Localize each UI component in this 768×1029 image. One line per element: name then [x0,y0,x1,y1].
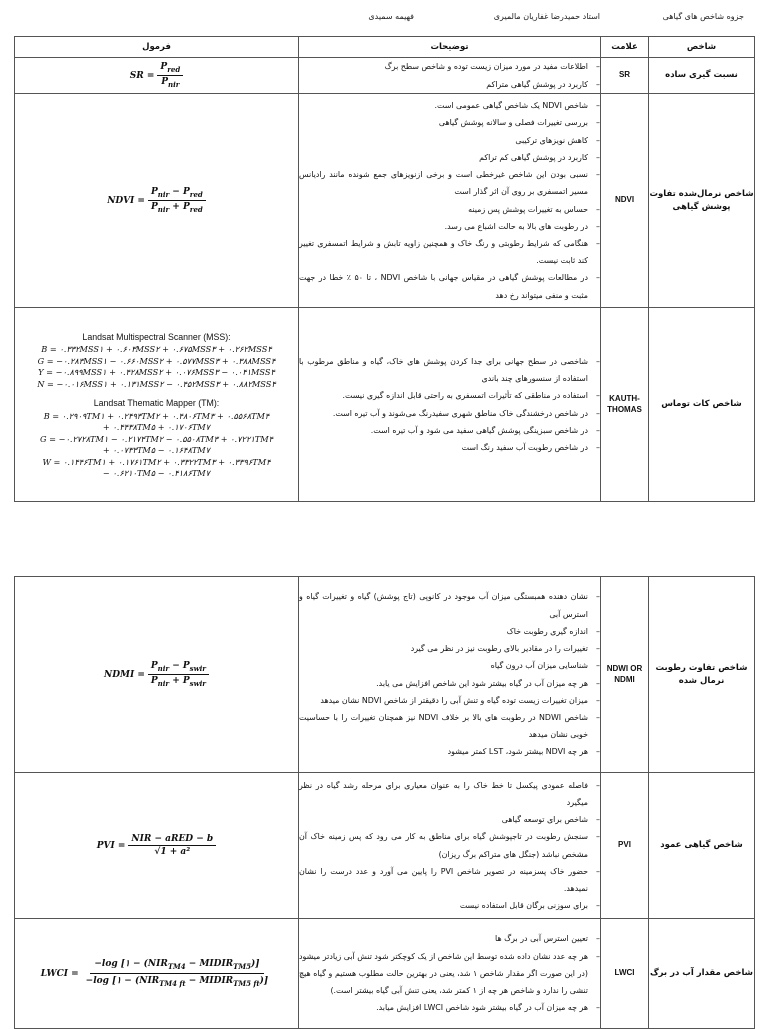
formula-lhs: PVI = [96,840,126,851]
equation-line: N = −۰.۰۱۶MSS۱ + ۰.۱۳۱MSS۲ − ۰.۴۵۲MSS۳ + ۰.۸۸۲MSS۴ [37,378,276,389]
index-abbr: LWCI [601,919,649,1029]
description-bullet: – در مطالعات پوشش گیاهی در مقیاس جهانی با شاخص NDVI ، تا ۵۰ ٪ خطا در جهت مثبت و منفی میتواند رخ دهد [299,269,588,303]
description-bullet: – شاخص برای توسعه گیاهی [299,811,588,828]
table-header-row [15,37,755,58]
description-bullet: – حضور خاک پسزمینه در تصویر شاخص PVI را پایین می آورد و عدد درست را نشان نمیدهد. [299,863,588,897]
description-bullet: – در شاخص درخشندگی خاک مناطق شهری سفیدرنگ می‌شوند و آب تیره است. [299,405,588,422]
mss-title: Landsat Multispectral Scanner (MSS): [82,331,231,342]
table-row-ndmi [15,577,755,773]
indices-table-part-2 [14,576,755,1029]
equation-line: B = ۰.۳۳۲MSS۱ + ۰.۶۰۳MSS۲ + ۰.۶۷۵MSS۳ + ۰.۲۶۲MSS۴ [41,344,272,354]
teacher-name: استاد حمیدرضا غفاریان مالمیری [493,12,600,21]
equation-line: G = −۰.۲۸۳MSS۱ − ۰.۶۶۰MSS۲ + ۰.۵۷۷MSS۳ + ۰.۳۸۸MSS۴ [37,355,276,366]
description-bullet: – فاصله عمودی پیکسل تا خط خاک را به عنوان معیاری برای مرحله رشد گیاه در نظر میگیرد [299,777,588,811]
index-formula [15,94,299,308]
description-bullet: – کاربرد در پوشش گیاهی کم تراکم [299,149,588,166]
denominator-sub: nir [157,204,170,214]
description-list [299,97,600,303]
numerator-op: − P [169,187,190,198]
equation-line: W = ۰.۱۴۴۶TM۱ + ۰.۱۷۶۱TM۲ + ۰.۳۳۲۲TM۳ + ۰.۳۳۹۶TM۴ [42,456,271,467]
index-description [299,577,601,773]
description-bullet: – تعیین استرس آبی در برگ ها [299,930,588,947]
description-bullet: – شاخص NDWI در رطوبت های بالا بر خلاف NDVI نیز همچنان تغییرات را با حساسیت خوبی نشان میدهد [299,709,588,743]
description-bullet: – در شاخص سبزینگی پوشش گیاهی سفید می شود و آب تیره است. [299,422,588,439]
description-bullet: – شاخصی در سطح جهانی برای جدا کردن پوشش های خاک، گیاه و مناطق مرطوب با استفاده از سنسورهای چند باندی [299,353,588,387]
column-header-name: شاخص [649,37,755,58]
indices-table-part-1 [14,36,755,502]
index-abbr: SR [601,58,649,94]
denominator: P [150,202,158,212]
description-list [299,588,600,760]
numerator: −log [۱ − (NIR [94,959,168,970]
table-row-kauth-thomas [15,308,755,502]
index-description [299,773,601,919]
description-bullet: – هر چه میزان آب در گیاه بیشتر شود شاخص LWCI افزایش میابد. [299,999,588,1016]
index-abbr: NDVI [601,94,649,308]
description-bullet: – اندازه گیری رطوبت خاک [299,623,588,640]
denominator-sub: nir [157,678,170,688]
description-bullet: – تغییرات را در مقادیر بالای رطوبت نیز در نظر می گیرد [299,640,588,657]
denominator-sub: TM4 ft [159,978,186,988]
equation-line: + ۰.۰۷۳۳TM۵ − ۰.۱۶۴۸TM۷ [102,445,211,455]
denominator-sub2: swir [189,678,206,688]
description-bullet: – هنگامی که شرایط رطوبتی و رنگ خاک و همچنین زاویه تابش و شرایط اتمسفری تغییر کند ثابت نیست. [299,235,588,269]
description-bullet: – نشان دهنده همبستگی میزان آب موجود در کانوپی (تاج پوشش) گیاه و تغییرات گیاه و استرس آبی [299,588,588,622]
description-bullet: – میزان تغییرات زیست توده گیاه و تنش آبی را دقیقتر از شاخص NDVI نشان میدهد [299,692,588,709]
denominator-sub: nir [167,79,180,89]
author-name: فهیمه سمیدی [368,12,414,21]
index-abbr: KAUTH-THOMAS [601,308,649,502]
denominator-sub2: TM5 ft [233,978,260,988]
numerator-mid: − MIDIR [185,959,234,970]
column-header-desc: توضیحات [299,37,601,58]
index-name: شاخص مقدار آب در برگ [649,919,755,1029]
description-bullet: – هر چه میزان آب در گیاه بیشتر شود این شاخص افزایش می یابد. [299,675,588,692]
description-bullet: – در شاخص رطوبت آب سفید رنگ است [299,439,588,456]
index-name: شاخص کات توماس [649,308,755,502]
table-row-pvi [15,773,755,919]
equation-line: Y = −۰.۸۹۹MSS۱ + ۰.۴۲۸MSS۲ + ۰.۰۷۶MSS۳ − ۰.۰۴۱MSS۴ [38,367,275,377]
page-header [0,12,768,26]
index-name: شاخص نرمال‌شده تفاوت پوشش گیاهی [649,94,755,308]
denominator-end: )] [259,976,269,986]
numerator: NIR − aRED − b [128,834,216,846]
numerator: P [160,62,168,73]
numerator-op: − P [169,661,190,672]
index-formula [15,58,299,94]
index-formula [15,577,299,773]
index-formula [15,773,299,919]
description-bullet: – سنجش رطوبت در تاجپوشش گیاه برای مناطق به کار می رود که پس زمینه خاک آن مشخص نباشد (جنگل های متراکم برگ ریزان) [299,828,588,862]
description-list [299,930,600,1016]
description-bullet: – شناسایی میزان آب درون گیاه [299,657,588,674]
index-formula [15,919,299,1029]
description-bullet: – کاربرد در پوشش گیاهی متراکم [299,76,588,93]
formula-fraction [148,661,209,688]
denominator-mid: − MIDIR [185,976,234,986]
index-description [299,919,601,1029]
description-bullet: – حساس به تغییرات پوشش پس زمینه [299,201,588,218]
denominator: √1 + a² [154,847,191,857]
column-header-abbr: علامت [601,37,649,58]
equation-line: − ۰.۶۲۱۰TM۵ − ۰.۴۱۸۶TM۷ [102,468,211,478]
numerator-sub: TM4 [167,962,186,971]
formula-lhs: LWCI = [40,968,79,979]
description-list [299,353,600,456]
description-bullet: – اطلاعات مفید در مورد میزان زیست توده و شاخص سطح برگ [299,58,588,75]
tasseled-cap-coefficients [15,332,298,480]
tm-equations [15,411,298,480]
formula-lhs: NDVI = [107,195,145,206]
numerator-sub2: TM5 [233,962,251,971]
index-abbr: NDWI OR NDMI [601,577,649,773]
table-row-lwci [15,919,755,1029]
numerator-sub: nir [157,190,170,199]
equation-line: G = −۰.۲۷۲۸TM۱ − ۰.۲۱۷۴TM۲ − ۰.۵۵۰۸TM۳ + ۰.۷۲۲۱TM۴ [40,433,273,444]
equation-line: B = ۰.۲۹۰۹TM۱ + ۰.۲۴۹۳TM۲ + ۰.۴۸۰۶TM۳ + ۰.۵۵۶۸TM۴ [43,410,270,421]
document-title: جزوه شاخص های گیاهی [662,12,744,21]
description-bullet: – کاهش نویزهای ترکیبی [299,132,588,149]
description-bullet: – هر چه عدد نشان داده شده توسط این شاخص از یک کوچکتر شود تنش آبی زیادتر میشود (در این صورت اگر مقدار شاخص ۱ شد، یعنی در بهترین حالت مطلوب هستیم و گیاه هیچ تنشی را ندارد و شاخص هر چه از ۱ کمتر شد، یعنی تنش آبی گیاه بیشتر است.) [299,948,588,1000]
table-row-ndvi [15,94,755,308]
equation-line: + ۰.۴۴۳۸TM۵ + ۰.۱۷۰۶TM۷ [102,422,211,432]
numerator: P [150,187,158,198]
description-bullet: – نسبی بودن این شاخص غیرخطی است و برخی ازنویزهای جمع شونده مانند رادیانس مسیر اتمسفری بر روی آن اثر گذار است [299,166,588,200]
index-description [299,94,601,308]
formula-lhs: SR = [129,70,155,81]
column-header-formula: فرمول [15,37,299,58]
index-description [299,308,601,502]
description-bullet: – استفاده در مناطقی که تأثیرات اتمسفری به راحتی قابل اندازه گیری نیست. [299,387,588,404]
denominator: P [150,676,158,686]
numerator-sub: red [167,65,181,74]
denominator-sub2: red [189,204,203,214]
table-row-sr [15,58,755,94]
index-abbr: PVI [601,773,649,919]
formula-fraction [157,62,183,89]
index-name: نسبت گیری ساده [649,58,755,94]
denominator-op: + P [169,676,190,686]
mss-equations [15,344,298,390]
index-formula [15,308,299,502]
numerator: P [150,661,158,672]
description-list [299,777,600,915]
numerator-end: )] [250,959,260,970]
description-bullet: – در رطوبت های بالا به حالت اشباع می رسد. [299,218,588,235]
numerator-sub2: swir [189,664,206,673]
formula-fraction [148,187,206,214]
index-name: شاخص تفاوت رطوبت نرمال شده [649,577,755,773]
numerator-sub: nir [157,664,170,673]
description-bullet: – شاخص NDVI یک شاخص گیاهی عمومی است. [299,97,588,114]
formula-lhs: NDMI = [103,669,145,680]
description-bullet: – برای سوزنی برگان قابل استفاده نیست [299,897,588,914]
denominator: −log [۱ − (NIR [85,976,160,986]
description-list [299,58,600,92]
description-bullet: – بررسی تغییرات فصلی و سالانه پوشش گیاهی [299,114,588,131]
index-description [299,58,601,94]
numerator-sub2: red [189,190,203,199]
description-bullet: – هر چه NDVI بیشتر شود، LST کمتر میشود [299,743,588,760]
tm-title: Landsat Thematic Mapper (TM): [93,398,220,408]
formula-fraction [128,834,216,857]
formula-fraction [82,957,273,990]
denominator: P [161,77,168,87]
denominator-op: + P [169,202,190,212]
index-name: شاخص گیاهی عمود [649,773,755,919]
